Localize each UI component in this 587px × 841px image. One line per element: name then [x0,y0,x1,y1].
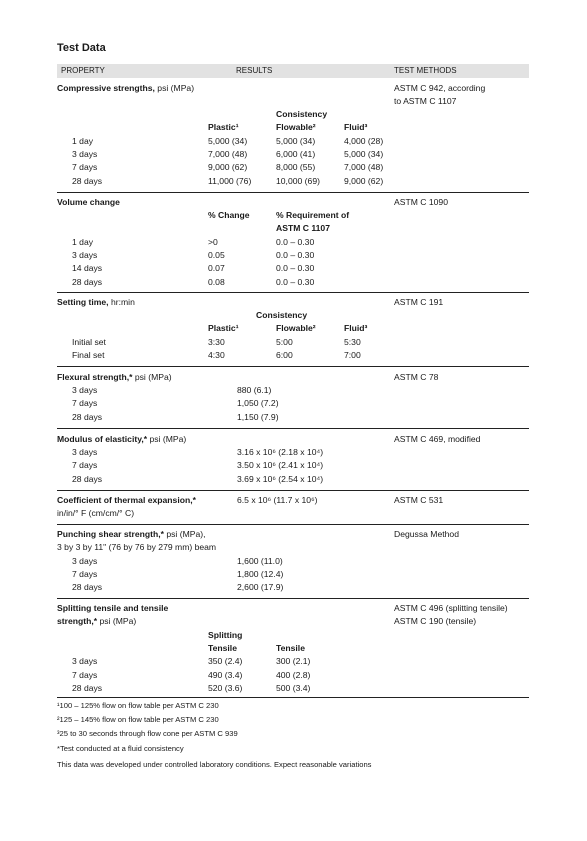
section-divider [57,598,529,599]
thermal-value: 6.5 x 10⁶ (11.7 x 10⁶) [237,495,318,505]
table-cell: 1 day [72,136,94,146]
splitting-label-1: Splitting tensile and tensile [57,603,169,613]
table-cell: 7 days [72,398,98,408]
table-cell: 28 days [72,176,103,186]
compressive-col-plastic: Plastic¹ [208,122,239,132]
table-cell: 3 days [72,385,98,395]
table-cell: 3 days [72,447,98,457]
splitting-method-2: ASTM C 190 (tensile) [394,616,477,626]
section-divider [57,428,529,429]
table-cell: 8,000 (55) [276,162,316,172]
table-cell: 490 (3.4) [208,670,243,680]
modulus-label-line [57,435,186,444]
setting-col-flowable: Flowable² [276,323,316,333]
table-cell: 5:00 [276,337,293,347]
compressive-label: Compressive strengths, [57,83,155,93]
setting-col-plastic: Plastic¹ [208,323,239,333]
compressive-consistency-heading: Consistency [276,109,328,119]
setting-unit: hr:min [110,297,135,307]
table-cell: 5,000 (34) [276,136,316,146]
volume-method: ASTM C 1090 [394,197,448,207]
flexural-unit: psi (MPa) [134,372,172,382]
table-cell: 11,000 (76) [208,176,252,186]
table-cell: 1,600 (11.0) [237,556,283,566]
table-cell: 5,000 (34) [344,149,384,159]
table-cell: 0.0 – 0.30 [276,277,315,287]
volume-col-req-2: ASTM C 1107 [276,223,330,233]
setting-label-line [57,298,135,307]
volume-col-req-1: % Requirement of [276,210,350,220]
column-header-property: PROPERTY [61,66,105,75]
table-cell: 5,000 (34) [208,136,248,146]
table-cell: 7:00 [344,350,361,360]
table-cell: Final set [72,350,105,360]
modulus-unit: psi (MPa) [149,434,187,444]
splitting-col-split-1: Splitting [208,630,243,640]
section-divider [57,366,529,367]
table-cell: 7 days [72,162,98,172]
thermal-unit: in/in/° F (cm/cm/° C) [57,508,135,518]
table-cell: 3.69 x 10⁶ (2.54 x 10⁴) [237,474,324,484]
table-cell: 3.16 x 10⁶ (2.18 x 10⁴) [237,447,324,457]
punching-label: Punching shear strength,* [57,529,164,539]
splitting-label-2: strength,* [57,616,98,626]
table-cell: 2,600 (17.9) [237,582,284,592]
section-divider [57,524,529,525]
table-cell: 3:30 [208,337,225,347]
table-cell: 28 days [72,412,103,422]
setting-method: ASTM C 191 [394,297,444,307]
column-header-results: RESULTS [236,66,273,75]
table-cell: 0.05 [208,250,225,260]
table-cell: 300 (2.1) [276,656,311,666]
footnote: *Test conducted at a fluid consistency [57,744,184,753]
table-cell: 4,000 (28) [344,136,384,146]
table-cell: 3 days [72,656,98,666]
table-cell: 500 (3.4) [276,683,311,693]
table-cell: 7 days [72,569,98,579]
compressive-method-1: ASTM C 942, according [394,83,486,93]
flexural-method: ASTM C 78 [394,372,439,382]
section-divider [57,192,529,193]
table-cell: 1,050 (7.2) [237,398,279,408]
compressive-method-2: to ASTM C 1107 [394,96,457,106]
volume-col-change: % Change [208,210,250,220]
section-divider [57,292,529,293]
volume-label: Volume change [57,197,120,207]
page-title: Test Data [57,42,106,54]
table-cell: 520 (3.6) [208,683,243,693]
splitting-unit: psi (MPa) [99,616,137,626]
table-cell: 5:30 [344,337,361,347]
table-cell: 3 days [72,556,98,566]
table-cell: 7 days [72,460,98,470]
table-cell: 880 (6.1) [237,385,272,395]
compressive-unit: psi (MPa) [157,83,195,93]
punching-method: Degussa Method [394,529,459,539]
punching-label-line [57,530,206,539]
table-cell: 4:30 [208,350,225,360]
table-cell: 0.0 – 0.30 [276,263,315,273]
table-cell: Initial set [72,337,106,347]
table-cell: 7,000 (48) [344,162,384,172]
flexural-label-line [57,373,172,382]
table-cell: 0.08 [208,277,225,287]
table-cell: 1 day [72,237,94,247]
table-cell: 0.07 [208,263,225,273]
table-cell: 14 days [72,263,103,273]
punching-unit: psi (MPa), [166,529,206,539]
footnote: ¹100 – 125% flow on flow table per ASTM C 230 [57,701,219,710]
splitting-label-line-2 [57,617,136,626]
setting-label: Setting time, [57,297,109,307]
table-cell: 9,000 (62) [208,162,248,172]
table-cell: 9,000 (62) [344,176,384,186]
splitting-col-tensile: Tensile [276,643,305,653]
flexural-label: Flexural strength,* [57,372,133,382]
table-cell: 28 days [72,582,103,592]
modulus-label: Modulus of elasticity,* [57,434,148,444]
footnote: ²125 – 145% flow on flow table per ASTM C 230 [57,715,219,724]
table-cell: 3 days [72,250,98,260]
compressive-label-line [57,84,194,93]
thermal-label: Coefficient of thermal expansion,* [57,495,196,505]
section-divider [57,490,529,491]
setting-consistency-heading: Consistency [256,310,308,320]
table-cell: 1,800 (12.4) [237,569,284,579]
section-divider [57,697,529,698]
table-cell: 1,150 (7.9) [237,412,279,422]
table-cell: 28 days [72,474,103,484]
table-cell: 0.0 – 0.30 [276,237,315,247]
compressive-col-fluid: Fluid³ [344,122,368,132]
splitting-method-1: ASTM C 496 (splitting tensile) [394,603,508,613]
punching-beam: 3 by 3 by 11" (76 by 76 by 279 mm) beam [57,542,217,552]
table-cell: 0.0 – 0.30 [276,250,315,260]
table-header-bar [57,64,529,78]
footnote: This data was developed under controlled laboratory conditions. Expect reasonable variations [57,760,372,769]
modulus-method: ASTM C 469, modified [394,434,481,444]
footnote: ³25 to 30 seconds through flow cone per ASTM C 939 [57,729,238,738]
setting-col-fluid: Fluid³ [344,323,368,333]
table-cell: 7,000 (48) [208,149,248,159]
table-cell: 6,000 (41) [276,149,316,159]
table-cell: 350 (2.4) [208,656,243,666]
thermal-method: ASTM C 531 [394,495,444,505]
table-cell: 28 days [72,277,103,287]
table-cell: 3 days [72,149,98,159]
table-cell: 3.50 x 10⁶ (2.41 x 10⁴) [237,460,324,470]
compressive-col-flowable: Flowable² [276,122,316,132]
table-cell: 28 days [72,683,103,693]
column-header-test-methods: TEST METHODS [394,66,457,75]
table-cell: 6:00 [276,350,293,360]
table-cell: >0 [208,237,218,247]
table-cell: 400 (2.8) [276,670,311,680]
splitting-col-split-2: Tensile [208,643,237,653]
table-cell: 10,000 (69) [276,176,320,186]
table-cell: 7 days [72,670,98,680]
